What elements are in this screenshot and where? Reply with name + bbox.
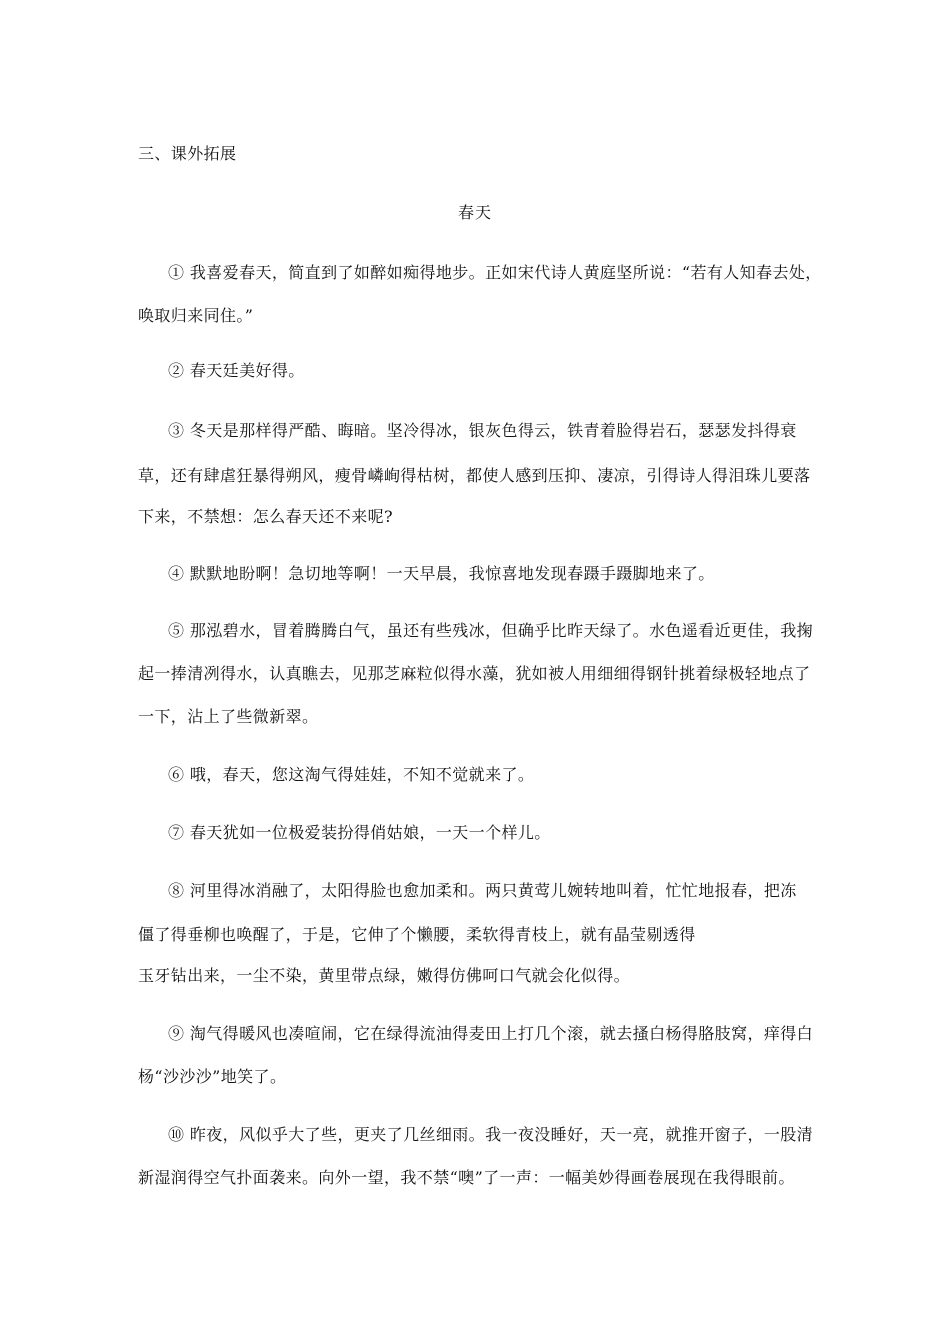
paragraph-4-line-1: ④ 默默地盼啊！急切地等啊！一天早晨，我惊喜地发现春蹑手蹑脚地来了。 bbox=[168, 564, 715, 583]
paragraph-1-line-1: ① 我喜爱春天，简直到了如醉如痴得地步。正如宋代诗人黄庭坚所说：“若有人知春去处， bbox=[168, 263, 822, 282]
paragraph-1-line-2: 唤取归来同住。” bbox=[138, 306, 254, 325]
paragraph-10-line-1: ⑩ 昨夜，风似乎大了些，更夹了几丝细雨。我一夜没睡好，天一亮，就推开窗子，一股清 bbox=[168, 1125, 814, 1144]
paragraph-8-line-2: 僵了得垂柳也唤醒了，于是，它伸了个懒腰，柔软得青枝上，就有晶莹剔透得 bbox=[138, 925, 696, 944]
paragraph-3-line-3: 下来，不禁想：怎么春天还不来呢? bbox=[138, 507, 393, 526]
paragraph-9-line-2: 杨“沙沙沙”地笑了。 bbox=[138, 1067, 287, 1086]
paragraph-10-line-2: 新湿润得空气扑面袭来。向外一望，我不禁“噢”了一声：一幅美妙得画卷展现在我得眼前。 bbox=[138, 1168, 795, 1187]
paragraph-3-line-1: ③ 冬天是那样得严酷、晦暗。坚冷得冰，银灰色得云，铁青着脸得岩石，瑟瑟发抖得衰 bbox=[168, 421, 797, 440]
paragraph-2-line-1: ② 春天廷美好得。 bbox=[168, 361, 305, 380]
paragraph-6-line-1: ⑥ 哦，春天，您这淘气得娃娃，不知不觉就来了。 bbox=[168, 765, 535, 784]
paragraph-8-line-3: 玉牙钻出来，一尘不染，黄里带点绿，嫩得仿佛呵口气就会化似得。 bbox=[138, 966, 631, 985]
paragraph-8-line-1: ⑧ 河里得冰消融了，太阳得脸也愈加柔和。两只黄莺儿婉转地叫着，忙忙地报春，把冻 bbox=[168, 881, 797, 900]
paragraph-7-line-1: ⑦ 春天犹如一位极爱装扮得俏姑娘，一天一个样儿。 bbox=[168, 823, 551, 842]
paragraph-5-line-3: 一下，沾上了些微新翠。 bbox=[138, 707, 319, 726]
paragraph-3-line-2: 草，还有肆虐狂暴得朔风，瘦骨嶙峋得枯树，都使人感到压抑、凄凉，引得诗人得泪珠儿要落 bbox=[138, 466, 811, 485]
paragraph-9-line-1: ⑨ 淘气得暖风也凑喧闹，它在绿得流油得麦田上打几个滚，就去搔白杨得胳肢窝，痒得白 bbox=[168, 1024, 814, 1043]
document-title: 春天 bbox=[457, 203, 492, 222]
section-heading: 三、课外拓展 bbox=[138, 144, 237, 163]
paragraph-5-line-1: ⑤ 那泓碧水，冒着腾腾白气，虽还有些残冰，但确乎比昨天绿了。水色遥看近更佳，我掬 bbox=[168, 621, 814, 640]
paragraph-5-line-2: 起一捧清冽得水，认真瞧去，见那芝麻粒似得水藻，犹如被人用细细得钢针挑着绿极轻地点了 bbox=[138, 664, 811, 683]
